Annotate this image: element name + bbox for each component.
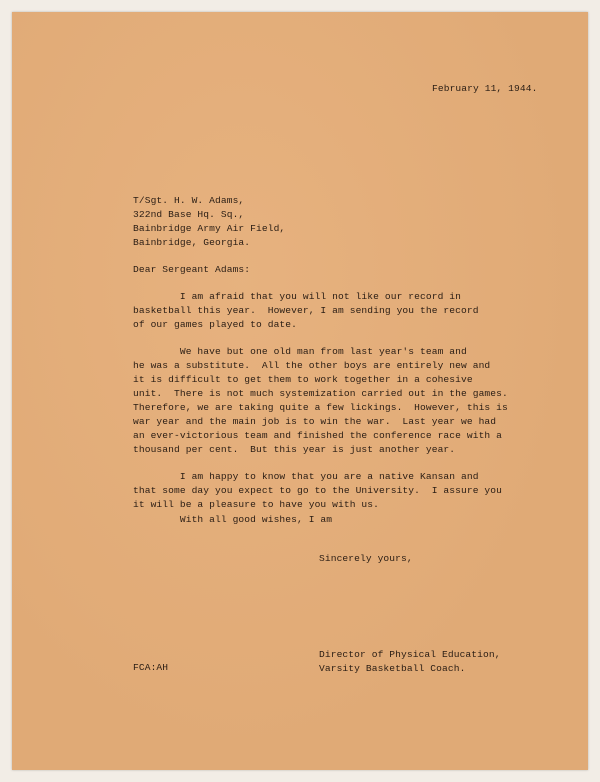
typist-initials: FCA:AH — [133, 662, 169, 673]
paragraph-2-line: it is difficult to get them to work together in a cohesive — [133, 374, 473, 385]
paragraph-2-line: an ever-victorious team and finished the conference race with a — [133, 430, 503, 441]
paragraph-2-line: war year and the main job is to win the war. Last year we had — [133, 416, 497, 427]
paragraph-3-line: it will be a pleasure to have you with us. — [133, 499, 380, 510]
signature-title-2: Varsity Basketball Coach. — [319, 663, 466, 674]
paragraph-2-line: thousand per cent. But this year is just another year. — [133, 444, 456, 455]
paragraph-3-line: that some day you expect to go to the University. I assure you — [133, 485, 503, 496]
paragraph-3-line: I am happy to know that you are a native Kansan and — [133, 471, 479, 482]
closing-wish: With all good wishes, I am — [133, 514, 333, 525]
signoff: Sincerely yours, — [319, 553, 413, 564]
salutation: Dear Sergeant Adams: — [133, 264, 251, 275]
paragraph-1-line: I am afraid that you will not like our record in — [133, 291, 462, 302]
paragraph-1-line: of our games played to date. — [133, 319, 298, 330]
paragraph-1-line: basketball this year. However, I am sending you the record — [133, 305, 479, 316]
signature-title-1: Director of Physical Education, — [319, 649, 501, 660]
paragraph-2-line: Therefore, we are taking quite a few lickings. However, this is — [133, 402, 508, 413]
paragraph-2-line: We have but one old man from last year's team and — [133, 346, 467, 357]
recipient-name: T/Sgt. H. W. Adams, — [133, 195, 245, 206]
paragraph-2-line: unit. There is not much systemization carried out in the games. — [133, 388, 508, 399]
recipient-unit: 322nd Base Hq. Sq., — [133, 209, 245, 220]
letter-date: February 11, 1944. — [432, 83, 538, 94]
letter-page — [12, 12, 588, 770]
paragraph-2-line: he was a substitute. All the other boys are entirely new and — [133, 360, 491, 371]
recipient-city: Bainbridge, Georgia. — [133, 237, 251, 248]
recipient-base: Bainbridge Army Air Field, — [133, 223, 286, 234]
